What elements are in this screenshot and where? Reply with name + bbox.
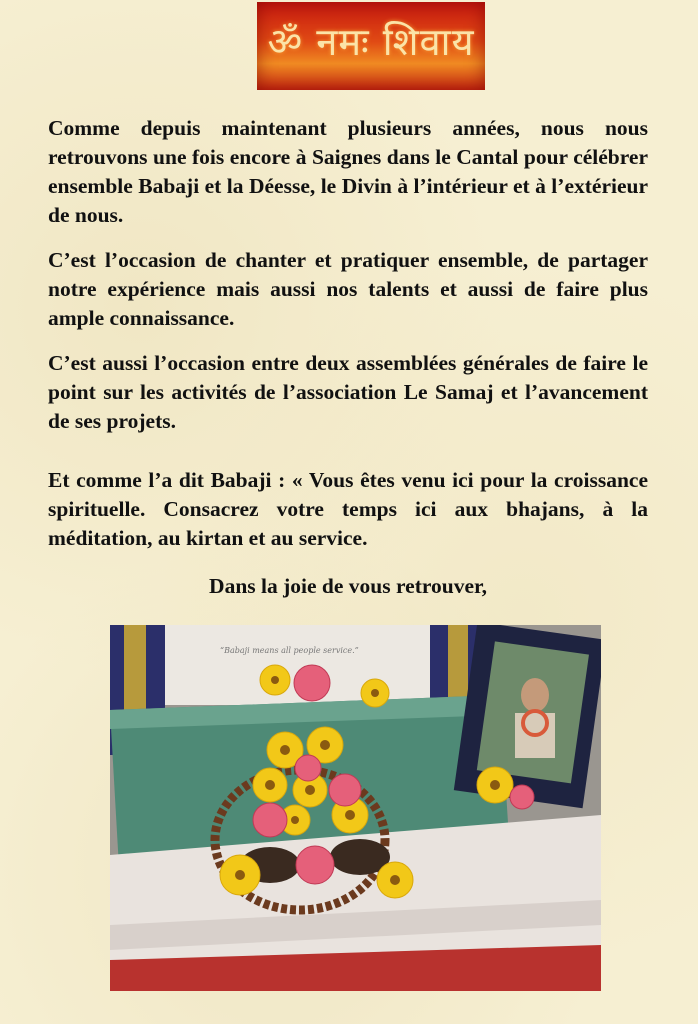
paragraph-occasion: C’est l’occasion de chanter et pratiquer ensemble, de partager notre expérience mais aussi nos talents et aussi de faire plus ample connaissance.	[48, 248, 648, 330]
om-namah-shivaya-banner	[257, 2, 485, 90]
altar-photo	[110, 625, 601, 991]
paragraph-intro: Comme depuis maintenant plusieurs années, nous nous retrouvons une fois encore à Saignes dans le Cantal pour célébrer ensemble Babaji et la Déesse, le Divin à l’intérieur et à l’extérieur de nous.	[48, 116, 648, 227]
altar-illustration	[110, 625, 601, 991]
closing-line: Dans la joie de vous retrouver,	[209, 574, 487, 598]
paragraph-babaji-quote: Et comme l’a dit Babaji : « Vous êtes venu ici pour la croissance spirituelle. Consacrez votre temps ici aux bhajans, à la méditation, au kirtan et au service.	[48, 468, 648, 550]
paragraph-association: C’est aussi l’occasion entre deux assemblées générales de faire le point sur les activités de l’association Le Samaj et l’avancement de ses projets.	[48, 351, 648, 433]
banner-mantra: ॐ नमः शिवाय	[267, 20, 475, 64]
photo-poster-quote: “Babaji means all people service.”	[220, 646, 359, 655]
